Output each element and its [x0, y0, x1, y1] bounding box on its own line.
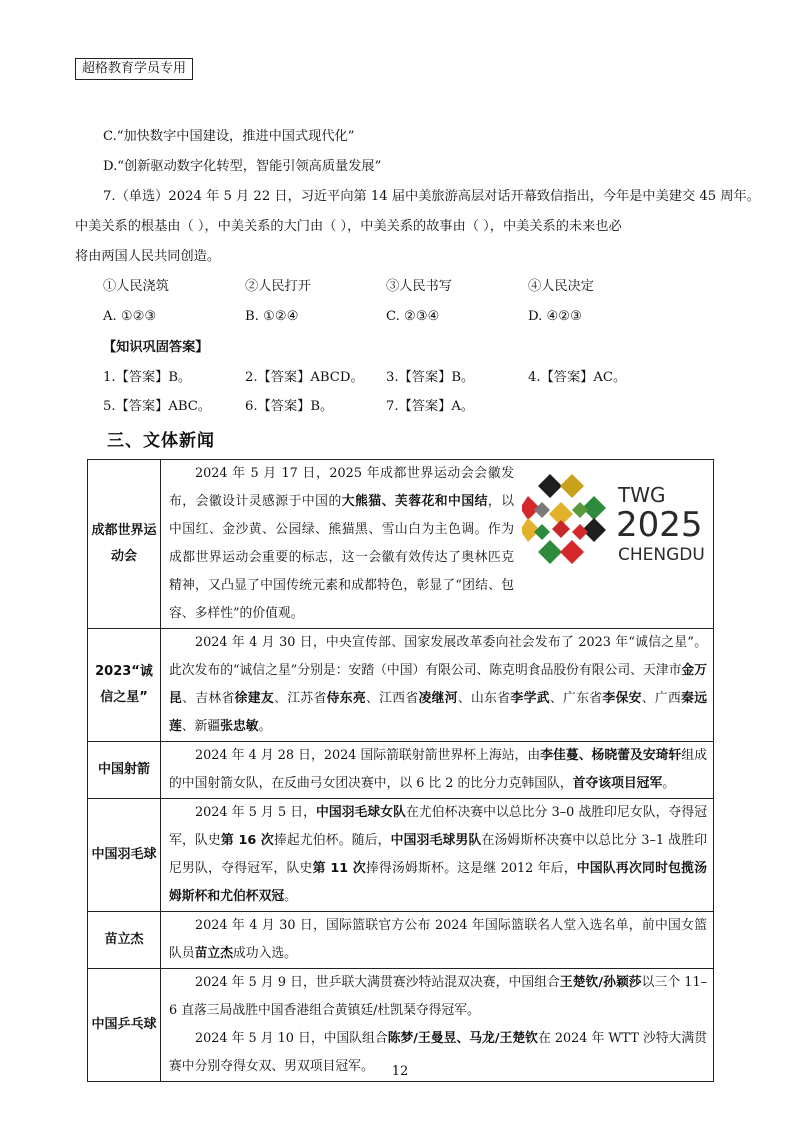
answer-1: 1.【答案】B。	[103, 370, 192, 385]
highlight-text: 第 11 次	[312, 861, 366, 876]
highlight-text: 凌继河	[418, 691, 458, 706]
body-text: 以三个 11–6 直落三局战胜中国香港组合黄镇廷/杜凯琹夺得冠军。	[169, 975, 707, 1018]
table-row	[88, 799, 714, 912]
answers-title: 【知识巩固答案】	[103, 340, 209, 355]
body-text: 2024 年 4 月 28 日，2024 国际箭联射箭世界杯上海站，由	[195, 748, 541, 763]
body-text: 捧得汤姆斯杯。这是继 2012 年后，	[365, 861, 577, 876]
news-paragraph	[169, 912, 707, 968]
body-text: 成功入选。	[232, 946, 297, 961]
news-content	[161, 799, 714, 912]
highlight-text: 苗立杰	[194, 946, 233, 961]
highlight-text: 徐建友	[234, 691, 275, 706]
q7-choice-b: B. ①②④	[245, 309, 299, 324]
q7-choice-c: C. ②③④	[386, 309, 440, 324]
highlight-text: 侍东亮	[326, 691, 366, 706]
body-text: 在尤伯杯决赛中以总比分 3–0 战胜印尼女队，夺得冠军，队史	[169, 805, 707, 848]
table-row	[88, 742, 714, 799]
body-text: ，以中国红、金沙黄、公园绿、熊猫黑、雪山白为主色调。作为成都世界运动会重要的标志，这一会徽有效传达了奥林匹克精神，又凸显了中国传统元素和成都特色，彰显了“团结、包容、多样性”的价值观。	[169, 494, 515, 621]
news-content	[161, 742, 714, 799]
highlight-text: 张忠敏	[220, 719, 259, 734]
question-7-line2: 中美关系的根基由（ ），中美关系的大门由（ ），中美关系的故事由（ ），中美关系的未来也必	[75, 219, 622, 234]
news-label: 成都世界运动会	[88, 460, 161, 629]
body-text: 2024 年 4 月 30 日，中央宣传部、国家发展改革委向社会发布了 2023 年“诚信之星”。此次发布的“诚信之星”分别是：安踏（中国）有限公司、陈克明食品股份有限公司、天津市	[169, 635, 707, 678]
highlight-text: 大熊猫、芙蓉花和中国结	[341, 494, 488, 509]
highlight-text: 李佳蔓、杨晓蕾及安琦轩	[540, 748, 682, 763]
highlight-text: 中国羽毛球女队	[315, 805, 407, 820]
news-paragraph	[169, 799, 707, 911]
news-content	[161, 912, 714, 969]
q7-choice-d: D. ④②③	[528, 309, 582, 324]
body-text: 。	[662, 776, 676, 791]
highlight-text: 李保安	[602, 691, 642, 706]
body-text: 组成的中国射箭女队，在反曲弓女团决赛中，以 6 比 2 的比分力克韩国队，	[169, 748, 708, 791]
question-7-line1: 7.（单选）2024 年 5 月 22 日，习近平向第 14 届中美旅游高层对话开幕致信指出，今年是中美建交 45 周年。	[103, 189, 760, 204]
body-text: 、新疆	[181, 719, 221, 734]
news-content	[161, 629, 714, 742]
body-text: 2024 年 5 月 17 日，2025 年成都世界运动会会徽发布，会徽设计灵感源于中国的	[169, 466, 514, 509]
body-text: 2024 年 5 月 10 日，中国队组合	[195, 1031, 388, 1046]
option-d-prev: D.“创新驱动数字化转型，智能引领高质量发展”	[103, 159, 382, 174]
logo-emblem-icon	[522, 464, 707, 576]
news-paragraph	[169, 629, 707, 741]
highlight-text: 王楚钦/孙颖莎	[559, 975, 642, 990]
body-text: 、广东省	[549, 691, 603, 706]
answer-4: 4.【答案】AC。	[528, 370, 627, 385]
body-text: 捧起尤伯杯。随后，	[273, 833, 391, 848]
logo-line3: CHENGDU	[618, 545, 705, 565]
body-text: 、吉林省	[182, 691, 235, 706]
news-label: 中国羽毛球	[88, 799, 161, 912]
answer-7: 7.【答案】A。	[386, 399, 475, 414]
news-label: 中国乒乓球	[88, 969, 161, 1082]
news-label: 2023“诚信之星”	[88, 629, 161, 742]
table-row	[88, 629, 714, 742]
body-text: 在 2024 年 WTT 沙特大满贯赛中分别夺得女双、男双项目冠军。	[169, 1031, 707, 1074]
q7-choice-a: A. ①②③	[103, 309, 157, 324]
body-text: 、江西省	[365, 691, 419, 706]
header-tag: 超格教育学员专用	[75, 58, 193, 80]
highlight-text: 中国羽毛球男队	[390, 833, 482, 848]
q7-item-4: ④人民决定	[528, 279, 594, 294]
question-7-line3: 将由两国人民共同创造。	[75, 249, 221, 264]
twg-2025-logo	[522, 464, 707, 576]
body-text: 、江苏省	[274, 691, 327, 706]
logo-line1: TWG	[618, 483, 666, 507]
logo-line2: 2025	[616, 505, 703, 545]
highlight-text: 金万昆	[169, 663, 708, 706]
highlight-text: 李学武	[510, 691, 550, 706]
section-title: 三、文体新闻	[107, 431, 215, 451]
answer-6: 6.【答案】B。	[245, 399, 334, 414]
answer-3: 3.【答案】B。	[386, 370, 475, 385]
page-number: 12	[391, 1064, 409, 1079]
table-row	[88, 460, 714, 629]
answer-2: 2.【答案】ABCD。	[245, 370, 364, 385]
highlight-text: 第 16 次	[220, 833, 274, 848]
answer-5: 5.【答案】ABC。	[103, 399, 212, 414]
news-label: 苗立杰	[88, 912, 161, 969]
body-text: 、广西	[641, 691, 682, 706]
news-content	[161, 460, 714, 629]
body-text: 2024 年 4 月 30 日，国际篮联官方公布 2024 年国际篮联名人堂入选名单，前中国女篮队员	[169, 918, 707, 961]
highlight-text: 首夺该项目冠军	[572, 776, 663, 791]
body-text: 。	[258, 719, 272, 734]
news-label: 中国射箭	[88, 742, 161, 799]
table-row	[88, 912, 714, 969]
q7-item-3: ③人民书写	[386, 279, 452, 294]
body-text: 2024 年 5 月 5 日，	[195, 805, 316, 820]
body-text: 在汤姆斯杯决赛中以总比分 3–1 战胜印尼男队，夺得冠军，队史	[169, 833, 708, 876]
news-table	[87, 459, 714, 1082]
q7-item-1: ①人民浇筑	[103, 279, 169, 294]
highlight-text: 秦远莲	[169, 691, 708, 734]
highlight-text: 中国队再次同时包揽汤姆斯杯和尤伯杯双冠	[169, 861, 708, 904]
highlight-text: 陈梦/王曼昱、马龙/王楚钦	[387, 1031, 538, 1046]
news-paragraph	[169, 742, 707, 798]
body-text: 2024 年 5 月 9 日，世乒联大满贯赛沙特站混双决赛，中国组合	[195, 975, 560, 990]
q7-item-2: ②人民打开	[245, 279, 311, 294]
news-paragraph	[169, 969, 707, 1025]
body-text: 。	[284, 889, 297, 904]
body-text: 、山东省	[457, 691, 511, 706]
option-c-prev: C.“加快数字中国建设，推进中国式现代化”	[103, 129, 355, 144]
